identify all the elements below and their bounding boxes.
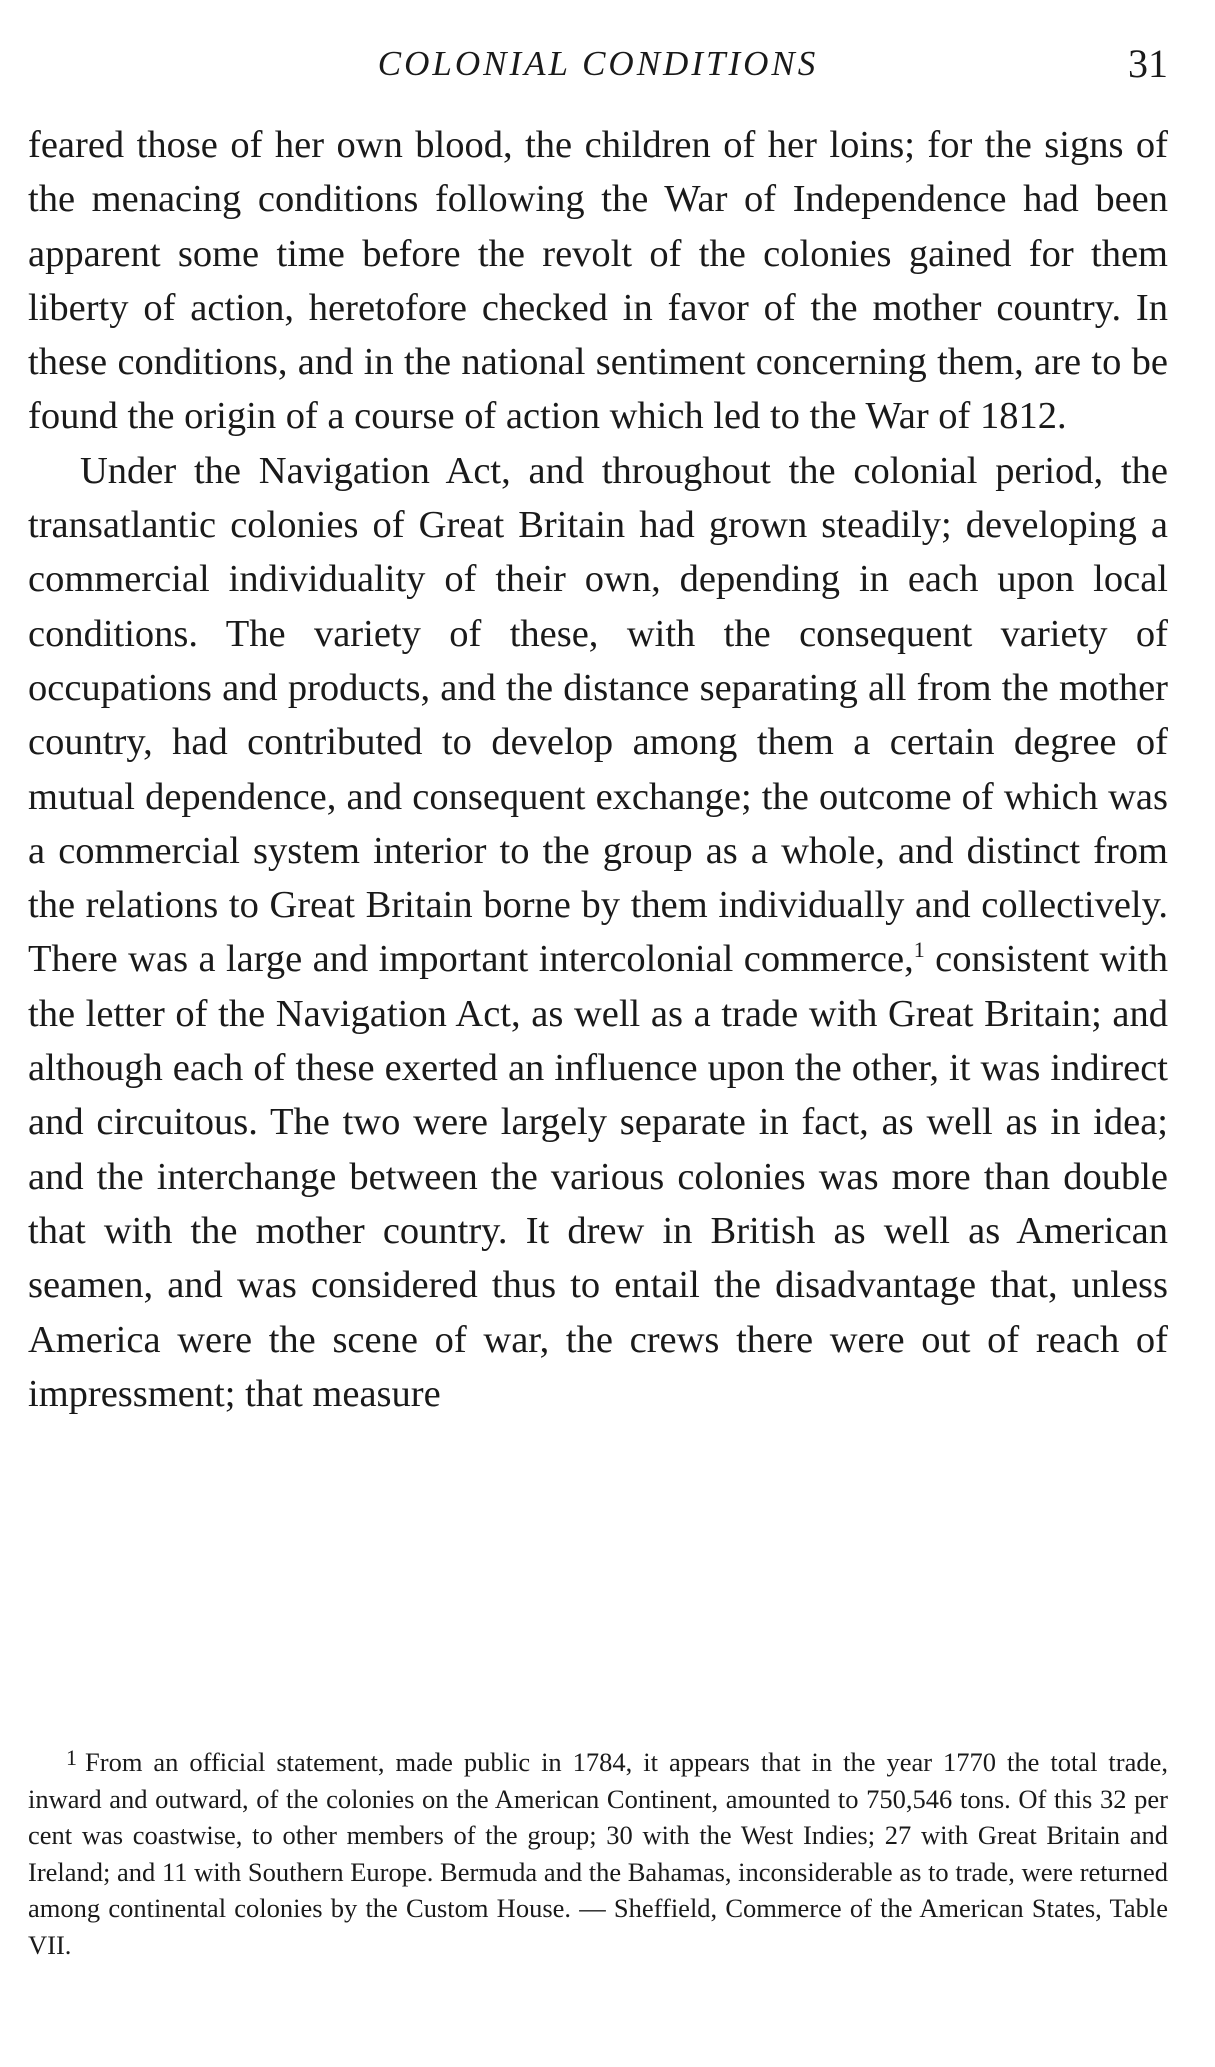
- running-head: [28, 40, 1168, 100]
- chapter-title: COLONIAL CONDITIONS: [377, 44, 819, 83]
- footnote-text: From an official statement, made public in 1784, it appears that in the year 1770 the total trade, inward and outward, of the colonies on the American Continent, amounted to 750,546 tons. Of this 32 per cent was coastwise, to other members of the group; 30 with the West Indies; 27 with Great Britain and Ireland; and 11 with Southern Europe. Bermuda and the Bahamas, inconsiderable as to trade, were returned among continental colonies by the Custom House. — Sheffield, Commerce of the American States, Table VII.: [28, 1747, 1168, 1960]
- footnote-reference[interactable]: 1: [913, 937, 925, 963]
- paragraph-2: [28, 444, 1168, 1421]
- body-text: [28, 118, 1168, 1421]
- paragraph-2-part-2: consistent with the letter of the Navigation Act, as well as a trade with Great Britain; and although each of these exerted an influence upon the other, it was indirect and circuitous. The two were largely separate in fact, as well as in idea; and the interchange between the various colonies was more than double that with the mother country. It drew in British as well as American seamen, and was considered thus to entail the disadvantage that, unless America were the scene of war, the crews there were out of reach of impressment; that measure: [28, 938, 1168, 1415]
- page-number: 31: [1128, 41, 1168, 86]
- footnote: [28, 1740, 1168, 1963]
- paragraph-1: feared those of her own blood, the children of her loins; for the signs of the menacing conditions following the War of Independence had been apparent some time before the revolt of the colonies gained for them liberty of action, heretofore checked in favor of the mother country. In these conditions, and in the national sentiment concerning them, are to be found the origin of a course of action which led to the War of 1812.: [28, 124, 1168, 438]
- footnote-number: 1: [66, 1745, 77, 1770]
- paragraph-2-part-1: Under the Navigation Act, and throughout the colonial period, the transatlantic colonies of Great Britain had grown steadily; developing a commercial individuality of their own, depending in each upon local conditions. The variety of these, with the consequent variety of occupations and products, and the distance separating all from the mother country, had contributed to develop among them a certain degree of mutual dependence, and consequent exchange; the outcome of which was a commercial system interior to the group as a whole, and distinct from the relations to Great Britain borne by them individually and collectively. There was a large and important intercolonial commerce,: [28, 449, 1168, 981]
